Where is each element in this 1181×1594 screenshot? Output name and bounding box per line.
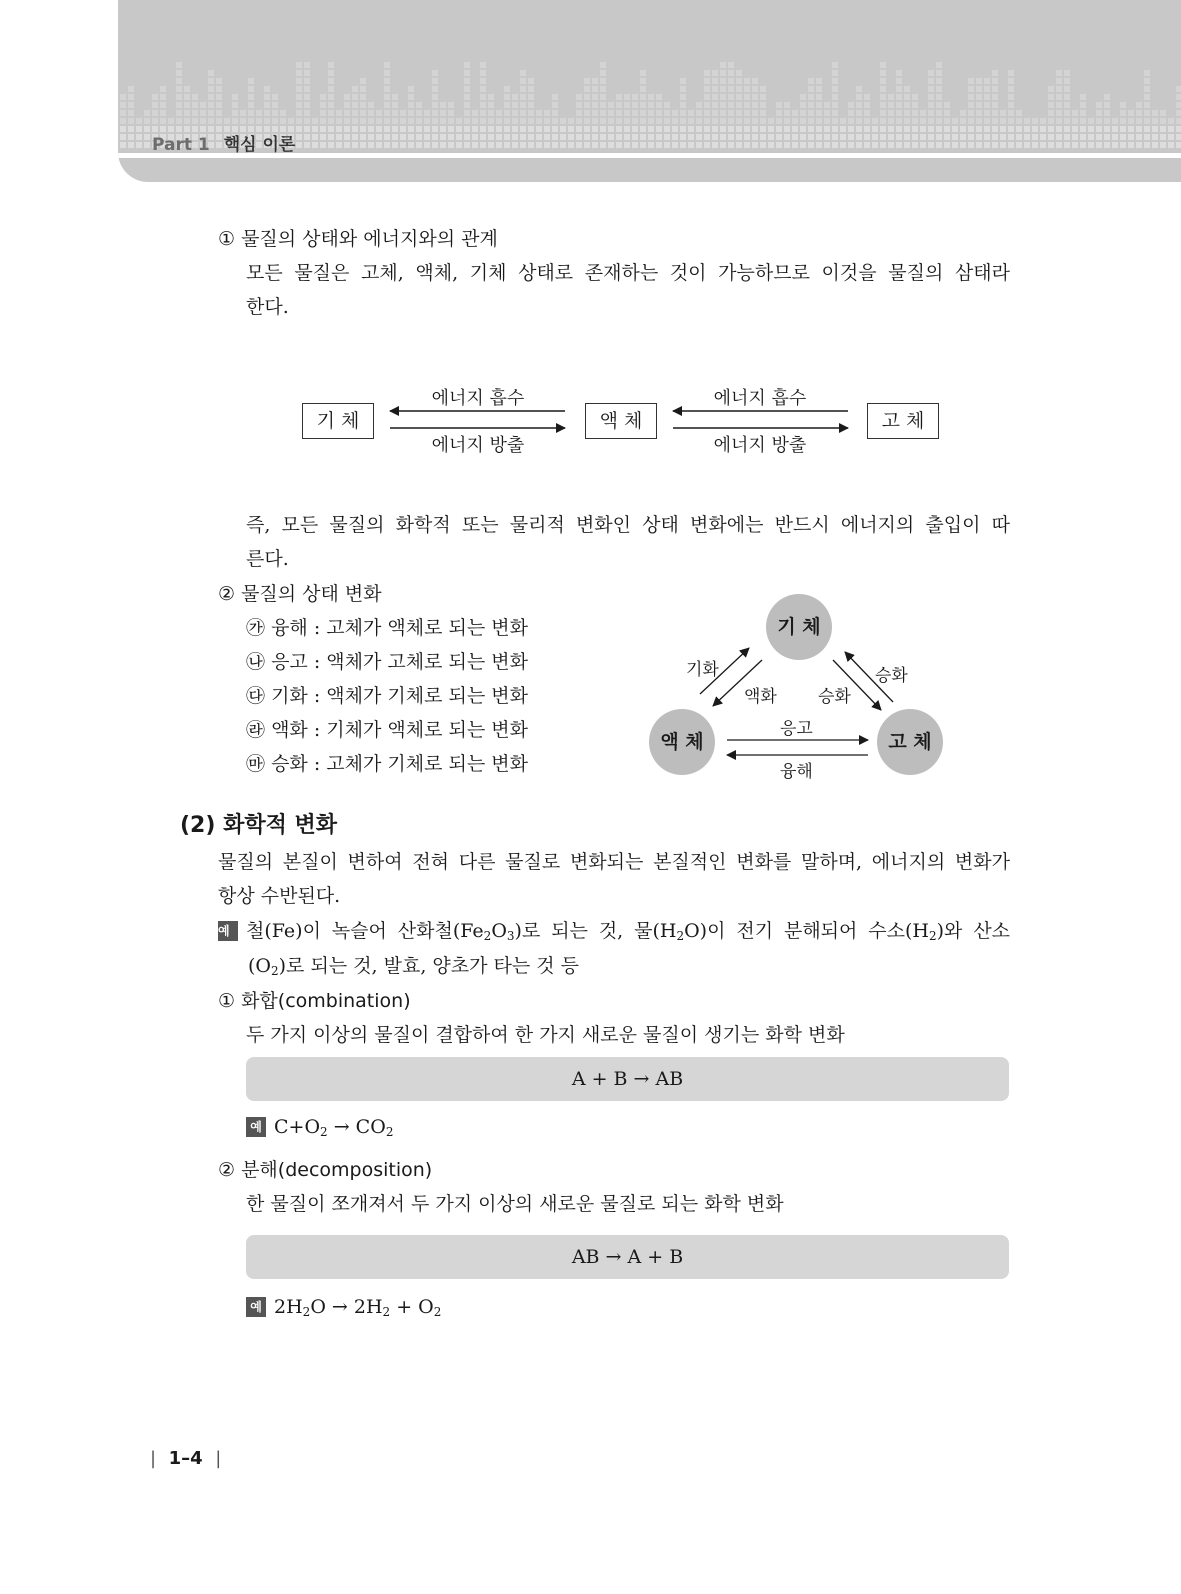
item-mark: ㉮ [246,617,266,639]
section2-title: (2) 화학적 변화 [180,813,337,838]
example-text: O)이 전기 분해되어 수소(H [684,920,929,942]
flow-absorb-label-1: 에너지 흡수 [431,388,525,409]
example-text: O → 2H [310,1296,383,1318]
item-mark: ㉯ [246,651,266,673]
label-liquefy: 액화 [744,687,777,707]
flow-solid-box: 고 체 [867,403,939,439]
subscript: 2 [271,964,279,978]
subscript: 2 [385,1125,394,1139]
example-text: )로 되는 것, 물(H [514,920,677,942]
example-text: 2H [274,1296,303,1318]
decomposition-equation-box: AB → A + B [246,1235,1009,1279]
cycle-liquid: 액 체 [649,709,715,775]
item-desc: : 액체가 고체로 되는 변화 [313,651,528,673]
decomposition-desc: 한 물질이 쪼개져서 두 가지 이상의 새로운 물질로 되는 화학 변화 [246,1193,784,1215]
example-badge: 예 [246,1117,266,1137]
subscript: 2 [676,929,685,943]
example-badge: 예 [246,1297,266,1317]
note-line1: 즉, 모든 물질의 화학적 또는 물리적 변화인 상태 변화에는 반드시 에너지의 출입이 따 [246,514,1010,536]
item-term: 응고 [271,651,308,673]
item-desc: : 고체가 액체로 되는 변화 [313,617,528,639]
example-text: O [491,920,507,942]
section2-example-line2 [248,949,579,983]
label-melt: 융해 [780,762,813,782]
example-text: + O [390,1296,434,1318]
decomposition-example [246,1290,441,1324]
flow-liquid-box: 액 체 [585,403,657,439]
item1-heading: ① 물질의 상태와 에너지와의 관계 [218,228,498,250]
flow-release-label-2: 에너지 방출 [713,435,807,456]
page-number-text: 1–4 [168,1448,203,1469]
example-text: C+O [274,1116,321,1138]
header-title: 핵심 이론 [223,135,296,155]
section2-line1: 물질의 본질이 변하여 전혀 다른 물질로 변화되는 본질적인 변화를 말하며, 에너지의 변화가 [218,851,1010,873]
label-sublime-in: 승화 [818,687,851,707]
item1-line2: 한다. [246,296,289,318]
example-text: )와 산소 [936,920,1011,942]
example-text: 철(Fe)이 녹슬어 산화철(Fe [246,920,484,942]
item-term: 융해 [271,617,308,639]
cycle-solid: 고 체 [877,709,943,775]
subscript: 2 [483,929,492,943]
item-term: 액화 [271,719,308,741]
page-number: | 1–4 | [150,1448,222,1469]
item-desc: : 고체가 기체로 되는 변화 [313,753,528,775]
section2-line2: 항상 수반된다. [218,885,341,907]
item-mark: ㉰ [246,685,266,707]
cycle-gas: 기 체 [766,594,832,660]
item-mark: ㉱ [246,719,266,741]
decomposition-heading: ② 분해(decomposition) [218,1159,433,1181]
example-text: → CO [327,1116,386,1138]
item1-line1: 모든 물질은 고체, 액체, 기체 상태로 존재하는 것이 가능하므로 이것을 물질의 삼태라 [246,262,1010,284]
item-desc: : 액체가 기체로 되는 변화 [313,685,528,707]
combination-equation-box: A + B → AB [246,1057,1009,1101]
combination-example [246,1110,393,1144]
example-text: )로 되는 것, 발효, 양초가 타는 것 등 [278,955,580,977]
flow-gas-box: 기 체 [302,403,374,439]
subscript: 2 [929,929,937,943]
item2-heading: ② 물질의 상태 변화 [218,583,382,605]
subscript: 2 [302,1305,311,1319]
subscript: 2 [320,1125,328,1139]
flow-absorb-label-2: 에너지 흡수 [713,388,807,409]
label-sublime-out: 승화 [875,666,908,686]
item-desc: : 기체가 액체로 되는 변화 [313,719,528,741]
note-line2: 른다. [246,548,289,570]
example-text: (O [248,955,271,977]
section2-example-line1 [218,914,1010,948]
item-mark: ㉲ [246,753,266,775]
flow-release-label-1: 에너지 방출 [431,435,525,456]
item-term: 기화 [271,685,308,707]
combination-heading: ① 화합(combination) [218,990,411,1012]
example-badge: 예 [218,921,238,941]
subscript: 3 [506,929,515,943]
label-vaporize: 기화 [686,660,719,680]
header-part: Part 1 [152,135,210,155]
label-freeze: 응고 [780,719,813,739]
subscript: 2 [433,1305,442,1319]
subscript: 2 [382,1305,391,1319]
combination-desc: 두 가지 이상의 물질이 결합하여 한 가지 새로운 물질이 생기는 화학 변화 [246,1024,845,1046]
item-term: 승화 [271,753,308,775]
